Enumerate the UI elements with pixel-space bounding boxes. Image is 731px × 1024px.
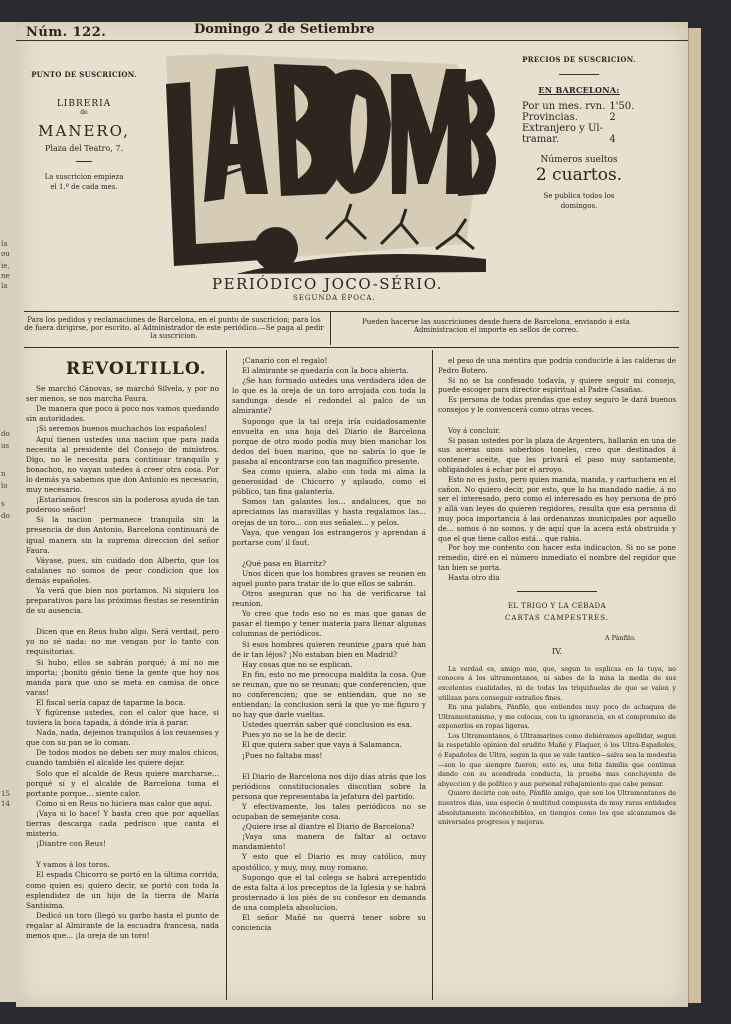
price-row (520, 134, 636, 145)
letter-paragraph: Los Ultramontanos, ó Ultramarinos como debiéramos apellidar, segun la respetable opinion del erudito Mañé y Flaquer, ó los Ultra-Españoles, ó Españoles de Ultra, segun la que se vale tantico—salva sea la modestia—son lo que siempre fueron, esto es, una feliz familia que continua dando con su acendrada conducta, la prueba mas concluyente de abyeccion y de político y aun personal rebajamiento que cabe pensar. (438, 731, 676, 788)
subscription-note-2: el 1.º de cada mes. (50, 183, 118, 191)
article-paragraph: El que quiera saber que vaya á Salamanca. (242, 740, 402, 750)
periodical-epoch: SEGUNDA ÉPOCA. (293, 294, 376, 302)
publication-note-2: domingos. (560, 202, 598, 210)
price-label: Extranjero y Ul- (522, 123, 603, 134)
column-2 (232, 356, 426, 933)
adjacent-page-edge (0, 22, 17, 1002)
column-3 (438, 356, 676, 828)
article-paragraph: el peso de una mentira que podría conducirle á las calderas de Pedro Botero. (438, 356, 676, 375)
article-paragraph: El fiscal sería capaz de taparme la boca. (36, 697, 186, 707)
divider (559, 74, 599, 75)
divider (76, 161, 92, 162)
notice-right: Pueden hacerse las suscriciones desde fuera de Barcelona, enviando á esta Administracion el importe en sellos de correo. (362, 318, 630, 334)
margin-fragment: do (1, 512, 10, 520)
article-paragraph: ¡Pues no faltaba mas! (242, 750, 323, 760)
column-1 (26, 358, 219, 941)
article-paragraph: Si la nacion permanece tranquila sin la presencia de don Antonio, Barcelona continuará de igual manera sin la suprema direccion del señor Faura. (26, 515, 219, 555)
article-paragraph: Pues yo no se la he de decir. (242, 730, 347, 740)
section-title-revoltillo: REVOLTILLO. (66, 359, 207, 379)
margin-fragment: ne (1, 272, 10, 280)
letter-paragraph: Quiero decirte con esto, Pánfilo amigo, que son los Ultramontanos de nuestros dias, una especie ó multitud compuesta de muy raras entidades absolutamente inconcebibles, en tiempos como los que alcanzamos de universales progresos y mejoras. (438, 789, 676, 827)
margin-fragment: la (1, 240, 8, 248)
article-paragraph: Si pasan ustedes por la plaza de Argenters, hallarán en una de sus aceras unos soberbios toneles, creo que destinados á contener aceite, que les privará el paso muy santamente, obligándoles á echar por el arroyo. (438, 435, 676, 474)
column-rule-1 (226, 350, 227, 1000)
letter-paragraph: En una palabra, Pánfilo, que entiendes muy poco de achaques de Ultramontanismo, y me colocas, con tu ignorancia, en el compromiso de exponerlos en ropas ligeras. (438, 703, 676, 731)
price-row (520, 112, 636, 123)
article-paragraph: Nada, nada, dejemos tranquilos á los reusenses y que con su pan se lo coman. (26, 728, 219, 748)
publication-note-1: Se publica todos los (543, 192, 615, 200)
paragraph-gap (232, 548, 426, 559)
subscription-prices-box (514, 55, 644, 211)
article-paragraph: ¡Vaya una manera de faltar al octavo mandamiento! (232, 832, 426, 852)
price-label: Por un mes. rvn. (522, 101, 606, 112)
article-paragraph: Dicen que en Reus hubo algo. Será verdad, pero yo no sé nada: no me vengan por lo tanto con requisitorias. (26, 627, 219, 657)
de-label: de (80, 109, 88, 116)
article-paragraph: Supongo que la tal oreja iría cuidadosamente envuelta en una hoja del Diario de Barcelona porque de otro modo podía muy bien manchar los dedos del buen marino, que no sabría lo que le pasaba al encontrarse con tan magnífico presente. (232, 416, 426, 466)
article-paragraph: El almirante se quedaría con la boca abierta. (242, 366, 409, 376)
price-row (520, 123, 636, 134)
article-paragraph: Otros aseguran que no ha de verificarse tal reunion. (232, 589, 426, 609)
issue-number: Núm. 122. (26, 25, 107, 40)
article-paragraph: Si hubo, ellos se sabrán porqué; á mí no me importa; ¡bonito génio tiene la gente que hoy nos manda para que uno se meta en camisa de once varas! (26, 657, 219, 697)
article-paragraph: Yo creo que todo eso no es mas que ganas de pasar el tiempo y tener materia para llenar algunas columnas de periódicos. (232, 609, 426, 639)
article-paragraph: ¡Si seremos buenos muchachos los españoles! (36, 424, 207, 434)
top-rule (16, 40, 688, 41)
article-paragraph: Hay cosas que no se esplican. (242, 659, 353, 669)
notice-divider (330, 312, 331, 345)
article-paragraph: Aquí tienen ustedes una nacion que para nada necesita al presidente del Consejo de ministros. Digo, no le necesita para continuar tranquilo y bonachon, no vayan ustedes á creer otra cosa. Por lo demás ya sabemos que don Antonio es necesario, muy necesario. (26, 434, 219, 495)
sub-article-subtitle: CARTAS CAMPESTRES. (505, 614, 609, 623)
margin-fragment: ie, (1, 262, 10, 270)
paragraph-gap (232, 761, 426, 772)
article-paragraph: Ya verá que bien nos portamos. Ni siquiera los preparativos para las próximas fiestas se resentirán de su ausencia. (26, 585, 219, 616)
issue-date: Domingo 2 de Setiembre (194, 22, 375, 37)
article-paragraph: Si no se ha confesado todavía, y quiere seguir mi consejo, puede escoger para director espiritual al Padre Casañas. (438, 375, 676, 395)
la-bomba-masthead-logo (156, 44, 506, 274)
article-paragraph: Y vamos á los toros. (36, 860, 110, 870)
paragraph-gap (26, 849, 219, 860)
subscription-note-1: La suscricion empieza (44, 173, 124, 181)
margin-fragment: n (1, 470, 6, 478)
margin-fragment: do (1, 430, 10, 438)
article-paragraph: Sea como quiera, alabo con toda mi alma la generosidad de Chicorro y aplaudo, como el público, tan fina galantería. (232, 467, 426, 497)
article-paragraph: Si esos hombres quieren reunirse ¿para qué han de ir tan léjos? ¡No estaban bien en Madrid? (232, 639, 426, 659)
article-paragraph: De manera que poco á poco nos vamos quedando sin autoridades. (26, 404, 219, 424)
article-paragraph: ¡Estaríamos frescos sin la poderosa ayuda de tan poderoso señor! (26, 495, 219, 515)
notice-rule-top (24, 311, 679, 312)
article-paragraph: Váyase, pues, sin cuidado don Alberto, que los catalanes no somos de peor condicion que los demás españoles. (26, 555, 219, 585)
single-issues-label: Números sueltos (540, 155, 618, 165)
letter-numeral: IV. (551, 646, 563, 656)
periodical-subtitle: PERIÓDICO JOCO-SÉRIO. (212, 275, 443, 293)
article-paragraph: Somos tan galantes los... andaluces, que no apreciamos las maravillas y hasta regalamos las... orejas de un toro... con sus señales... y pelos. (232, 497, 426, 527)
notice-rule-bottom (24, 347, 679, 348)
article-paragraph: Ustedes querrán saber qué conclusion es esa. (242, 720, 413, 730)
article-paragraph: Voy á concluir. (448, 425, 501, 435)
price-label: Provincias. (522, 112, 578, 123)
article-paragraph: Por hoy me contento con hacer esta indicacion. Si no se pone remedio, diré en el número inmediato el nombre del regidor que tan bien se porta. (438, 543, 676, 572)
single-issue-price: 2 cuartos. (535, 165, 623, 185)
article-paragraph: ¿Quiere irse al diantre el Diario de Barcelona? (242, 822, 415, 832)
article-paragraph: Y efectivamente, los tales periódicos no se ocupaban de semejante cosa. (232, 801, 426, 822)
margin-fragment: us (1, 442, 10, 450)
price-row (520, 101, 636, 112)
margin-fragment: 14 (1, 800, 10, 808)
article-paragraph: Y figúrense ustedes, con el calor que hace, si tuviera la boca tapada, á dónde iría á parar. (26, 708, 219, 728)
article-paragraph: El señor Mañé no querrá tener sobre su conciencia (232, 912, 426, 933)
sub-article-title: EL TRIGO Y LA CEBADA (507, 601, 607, 610)
article-paragraph: Supongo que el tal colega se habrá arrepentido de esta falta á los preceptos de la Iglesia y se habrá prosternado á los piés de su confesor en demanda de una completa absolucion. (232, 872, 426, 912)
margin-fragment: 15 (1, 790, 10, 798)
price-value: 1'50. (609, 101, 635, 112)
letter-addressee: A Pánfilo. (604, 634, 636, 643)
article-paragraph: ¿Se han formado ustedes una verdadera idea de lo que es la oreja de un toro arrojada con toda la sandunga desde el redondel al palco de un almirante? (232, 376, 426, 416)
bookshop-address: Plaza del Teatro, 7. (45, 144, 123, 153)
article-paragraph: ¡Diantre con Reus! (36, 839, 106, 849)
price-value (607, 123, 636, 134)
article-paragraph: Vaya, que vengan los estrangeros y aprendan á portarse com' il faut. (232, 527, 426, 547)
margin-fragment: lo (1, 482, 8, 490)
article-paragraph: ¿Qué pasa en Biarritz? (242, 558, 327, 568)
binding-edge (688, 28, 701, 1003)
column-rule-2 (432, 350, 433, 1000)
newspaper-page (16, 22, 688, 1007)
article-paragraph: De todos modos no deben ser muy malos chicos, cuando también el alcalde les quiere dejar. (26, 748, 219, 768)
prices-table (520, 101, 636, 145)
article-paragraph: Unos dicen que los hombres graves se reunen en aquel punto para tratar de lo que ellos se sabrán. (232, 568, 426, 588)
article-paragraph: Se marchó Cánovas, se marchó Silvela, y por no ser menos, se nos marcha Faura. (26, 384, 219, 404)
article-paragraph: Dedicó un toro (llegó su garbo hasta el punto de regalar al Almirante de la escuadra francesa, nada menos que... ¡la oreja de un toro! (26, 910, 219, 940)
subscription-point-box (24, 70, 144, 192)
article-paragraph: Es persona de todas prendas que estoy seguro le dará buenos consejos y le convencerá como otras veces. (438, 395, 676, 414)
margin-fragment: s (1, 500, 5, 508)
margin-fragment: ou (1, 250, 10, 258)
article-paragraph: Esto no es justo, pero quien manda, manda, y cartuchera en el cañon. No quiero decir, por esto, que lo ha mandado nadie, á no ser el interesado, pero como el interesado es hoy persona de pró y allá van leyes do quieren regidores, resulta que esa persona di muy poca importancia á las ordenanzas municipales por aquello de... somos ó no somos, y de aquí que la acera está obstruida y que el que tiene callos está... que rabia. (438, 474, 676, 543)
prices-heading: PRECIOS DE SUSCRICION. (522, 55, 636, 64)
bookshop-name: MANERO, (38, 122, 130, 140)
article-paragraph: Hasta otro dia (448, 572, 500, 582)
article-paragraph: El Diario de Barcelona nos dijo dias atrás que los periódicos constitucionales discutian sobre la persona que representaba la jefatura del partido. (232, 771, 426, 801)
article-paragraph: Y esto que el Diario es muy católico, muy apostólico, y muy, muy, muy romano. (232, 852, 426, 872)
article-paragraph: Solo que el alcalde de Reus quiere marcharse... porqué sí y el alcalde de Barcelona toma el portante porque... siente calor. (26, 768, 219, 798)
margin-fragment: la (1, 282, 8, 290)
divider (517, 591, 597, 592)
prices-city: EN BARCELONA: (538, 85, 620, 95)
subscription-heading: PUNTO DE SUSCRICION. (31, 70, 137, 79)
paragraph-gap (26, 616, 219, 627)
article-paragraph: El espada Chicorro se portó en la última corrida, como quien es; quiero decir, se portó con toda la esplendidez de un hijo de la tierra de María Santísima. (26, 870, 219, 910)
notice-left: Para los pedidos y reclamaciones de Barcelona, en el punto de suscricion; para los de fuera dirigirse, por escrito, al Administrador de este periódico.—Se paga al pedir la suscricion. (24, 316, 324, 340)
paragraph-gap (438, 415, 676, 426)
price-value: 4 (609, 134, 616, 145)
article-paragraph: ¡Canario con el regalo! (242, 356, 328, 365)
article-paragraph: En fin, esto no me preocupa maldita la cosa. Que se reunan, que no se reunan; que conferencien, que no conferencien; que se entiendan, que no se entiendan; la conclusion será la que yo me figuro y no hay que darle vueltas. (232, 669, 426, 720)
article-paragraph: Como si en Reus no hiciera mas calor que aquí. (36, 798, 212, 808)
article-paragraph: ¡Vaya si lo hace! Y basta creo que por aquellas tierras descarga cada pedrisco que canta el misterio. (26, 808, 219, 839)
letter-paragraph: La verdad es, amigo mio, que, segun te esplicas en la tuya, no conoces á los ultramontanos, ni sabes de la misa la media de sus excelentes cualidades, ni de todas las triquiñuelas de que se valen y utilizan para conseguir extraños fines. (438, 664, 676, 702)
price-value: 2 (609, 112, 616, 123)
libreria-label: LIBRERIA (56, 99, 112, 109)
price-label: tramar. (522, 134, 560, 145)
